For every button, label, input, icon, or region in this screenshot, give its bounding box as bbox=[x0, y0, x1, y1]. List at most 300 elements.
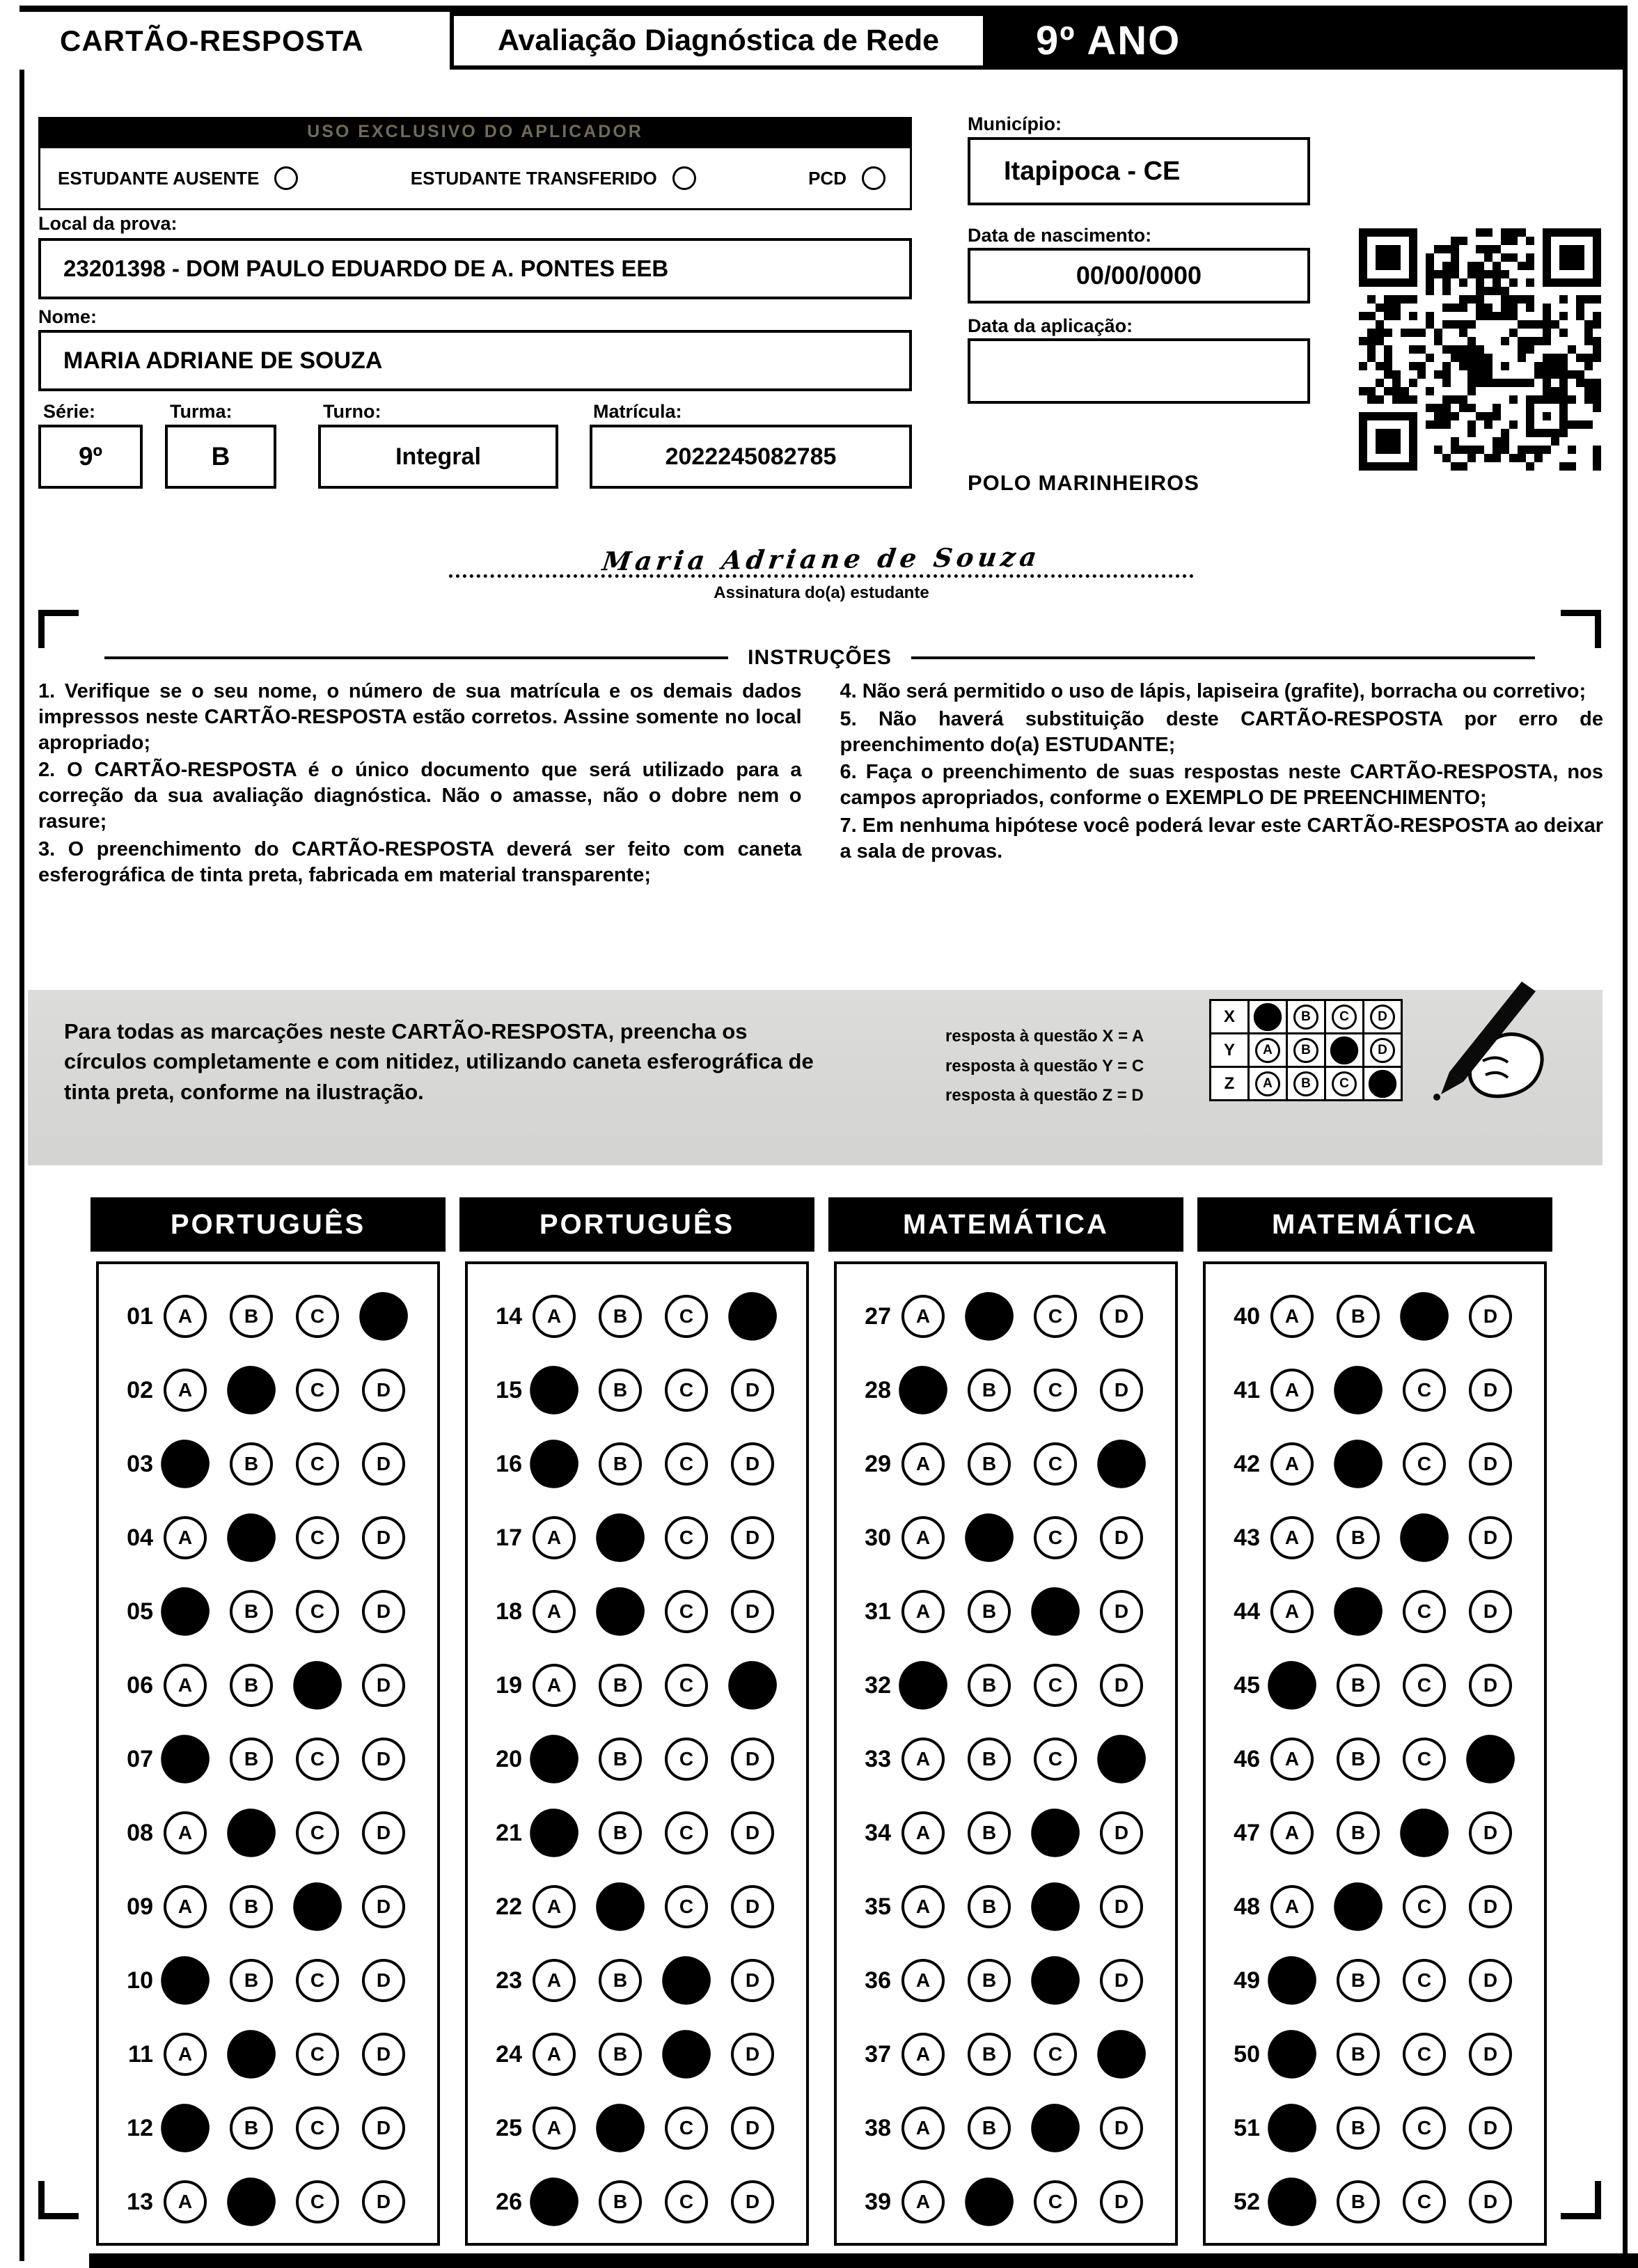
answer-bubble-42-d[interactable]: D bbox=[1469, 1442, 1512, 1486]
question-row-28 bbox=[837, 1353, 1175, 1427]
question-number: 32 bbox=[865, 1671, 891, 1699]
answer-bubble-46-c[interactable]: C bbox=[1403, 1738, 1446, 1781]
question-number: 52 bbox=[1234, 2188, 1260, 2215]
answer-bubble-36-c-filled[interactable] bbox=[1028, 1953, 1082, 2008]
example-bubble-x-a-filled bbox=[1254, 1002, 1282, 1030]
answer-bubble-27-c[interactable]: C bbox=[1034, 1295, 1077, 1338]
municipio-box bbox=[968, 137, 1310, 205]
nome-label: Nome: bbox=[38, 306, 97, 327]
answer-bubble-10-c[interactable]: C bbox=[296, 1959, 339, 2002]
answer-bubble-24-d[interactable]: D bbox=[731, 2033, 774, 2076]
answer-bubble-17-d[interactable]: D bbox=[731, 1516, 774, 1559]
answer-bubble-16-a-filled[interactable] bbox=[527, 1437, 581, 1491]
answer-bubble-03-a-filled[interactable] bbox=[158, 1437, 212, 1491]
answer-bubble-38-c-filled[interactable] bbox=[1028, 2101, 1082, 2155]
answer-bubble-12-d[interactable]: D bbox=[362, 2106, 405, 2150]
answer-bubble-26-b[interactable]: B bbox=[599, 2180, 642, 2223]
question-number: 14 bbox=[496, 1302, 522, 1330]
transferido-bubble[interactable] bbox=[672, 166, 696, 190]
answer-bubble-18-c[interactable]: C bbox=[665, 1590, 708, 1633]
answer-bubble-06-c-filled[interactable] bbox=[290, 1658, 345, 1712]
answer-bubble-44-b-filled[interactable] bbox=[1331, 1584, 1385, 1639]
answer-bubble-48-a[interactable]: A bbox=[1270, 1885, 1314, 1928]
local-prova-value: 23201398 - DOM PAULO EDUARDO DE A. PONTES EEB bbox=[63, 255, 669, 281]
answer-bubble-22-d[interactable]: D bbox=[731, 1885, 774, 1928]
answer-bubble-34-c-filled[interactable] bbox=[1028, 1806, 1082, 1860]
question-number: 39 bbox=[865, 2188, 891, 2215]
answer-bubble-05-d[interactable]: D bbox=[362, 1590, 405, 1633]
answer-bubble-21-c[interactable]: C bbox=[665, 1811, 708, 1854]
answer-bubble-38-b[interactable]: B bbox=[968, 2106, 1011, 2150]
example-cell bbox=[1286, 999, 1326, 1034]
question-row-12 bbox=[99, 2091, 437, 2165]
answer-bubble-28-c[interactable]: C bbox=[1034, 1369, 1077, 1412]
answer-bubble-25-a[interactable]: A bbox=[533, 2106, 576, 2150]
answer-bubble-42-b-filled[interactable] bbox=[1331, 1437, 1385, 1491]
answer-bubble-02-c[interactable]: C bbox=[296, 1369, 339, 1412]
answer-bubble-46-b[interactable]: B bbox=[1337, 1738, 1380, 1781]
answer-bubble-24-b[interactable]: B bbox=[599, 2033, 642, 2076]
answer-bubble-41-a[interactable]: A bbox=[1270, 1369, 1314, 1412]
answer-bubble-41-b-filled[interactable] bbox=[1331, 1363, 1385, 1417]
answer-bubble-19-c[interactable]: C bbox=[665, 1664, 708, 1707]
question-number: 42 bbox=[1234, 1450, 1260, 1477]
nascimento-box bbox=[968, 248, 1310, 304]
turma-label: Turma: bbox=[170, 401, 233, 422]
answer-bubble-09-c-filled[interactable] bbox=[290, 1880, 345, 1934]
answer-bubble-12-a-filled[interactable] bbox=[158, 2101, 212, 2155]
answer-bubble-46-d-filled[interactable] bbox=[1463, 1732, 1518, 1786]
question-number: 20 bbox=[496, 1745, 522, 1772]
answer-bubble-13-a[interactable]: A bbox=[164, 2180, 207, 2223]
answer-bubble-06-d[interactable]: D bbox=[362, 1664, 405, 1707]
answer-bubble-32-b[interactable]: B bbox=[968, 1664, 1011, 1707]
answer-bubble-40-c-filled[interactable] bbox=[1397, 1289, 1451, 1344]
answer-bubble-20-a-filled[interactable] bbox=[527, 1732, 581, 1786]
answer-bubble-06-a[interactable]: A bbox=[164, 1664, 207, 1707]
example-bubble-y-d: D bbox=[1370, 1038, 1395, 1063]
question-number: 47 bbox=[1234, 1819, 1260, 1846]
answer-bubble-01-b[interactable]: B bbox=[230, 1295, 273, 1338]
bubble-group bbox=[533, 1442, 774, 1486]
answer-bubble-29-a[interactable]: A bbox=[901, 1442, 945, 1486]
ausente-bubble[interactable] bbox=[274, 166, 298, 190]
answer-bubble-21-d[interactable]: D bbox=[731, 1811, 774, 1854]
bubble-group bbox=[164, 1885, 405, 1928]
answer-bubble-43-b[interactable]: B bbox=[1337, 1516, 1380, 1559]
answer-bubble-44-d[interactable]: D bbox=[1469, 1590, 1512, 1633]
answer-bubble-14-a[interactable]: A bbox=[533, 1295, 576, 1338]
answer-bubble-28-a-filled[interactable] bbox=[896, 1363, 950, 1417]
answer-bubble-02-a[interactable]: A bbox=[164, 1369, 207, 1412]
answer-bubble-51-d[interactable]: D bbox=[1469, 2106, 1512, 2150]
answer-bubble-52-d[interactable]: D bbox=[1469, 2180, 1512, 2223]
local-prova-label: Local da prova: bbox=[38, 213, 178, 234]
answer-bubble-32-a-filled[interactable] bbox=[896, 1658, 950, 1712]
turma-box bbox=[165, 425, 276, 489]
answer-bubble-45-b[interactable]: B bbox=[1337, 1664, 1380, 1707]
answer-bubble-25-c[interactable]: C bbox=[665, 2106, 708, 2150]
question-row-17 bbox=[468, 1501, 806, 1575]
answer-bubble-37-c[interactable]: C bbox=[1034, 2033, 1077, 2076]
signature-line[interactable] bbox=[449, 535, 1194, 578]
answer-bubble-30-c[interactable]: C bbox=[1034, 1516, 1077, 1559]
answer-bubble-52-c[interactable]: C bbox=[1403, 2180, 1446, 2223]
answer-bubble-23-d[interactable]: D bbox=[731, 1959, 774, 2002]
question-number: 12 bbox=[127, 2114, 153, 2141]
answer-bubble-06-b[interactable]: B bbox=[230, 1664, 273, 1707]
answer-bubble-05-c[interactable]: C bbox=[296, 1590, 339, 1633]
answer-bubble-16-b[interactable]: B bbox=[599, 1442, 642, 1486]
bubble-group bbox=[1270, 1369, 1512, 1412]
answer-column-2 bbox=[459, 1197, 814, 2246]
nome-box bbox=[38, 330, 912, 391]
nome-value: MARIA ADRIANE DE SOUZA bbox=[63, 347, 383, 374]
answer-bubble-10-a-filled[interactable] bbox=[158, 1953, 212, 2008]
answer-bubble-04-d[interactable]: D bbox=[362, 1516, 405, 1559]
answer-bubble-19-b[interactable]: B bbox=[599, 1664, 642, 1707]
answer-bubble-41-d[interactable]: D bbox=[1469, 1369, 1512, 1412]
answer-bubble-44-c[interactable]: C bbox=[1403, 1590, 1446, 1633]
example-cell bbox=[1324, 999, 1364, 1034]
fill-example-grid bbox=[1211, 1001, 1403, 1101]
question-number: 49 bbox=[1234, 1967, 1260, 1994]
answer-bubble-29-d-filled[interactable] bbox=[1094, 1437, 1149, 1491]
answer-bubble-35-d[interactable]: D bbox=[1100, 1885, 1143, 1928]
answer-bubble-28-d[interactable]: D bbox=[1100, 1369, 1143, 1412]
bubble-group bbox=[901, 1516, 1143, 1559]
answer-bubble-33-a[interactable]: A bbox=[901, 1738, 945, 1781]
answer-bubble-50-a-filled[interactable] bbox=[1265, 2027, 1319, 2081]
question-number: 34 bbox=[865, 1819, 891, 1846]
aplicacao-box[interactable] bbox=[968, 338, 1310, 404]
answer-bubble-05-a-filled[interactable] bbox=[158, 1584, 212, 1639]
answer-bubble-04-b-filled[interactable] bbox=[224, 1511, 278, 1565]
question-row-29 bbox=[837, 1427, 1175, 1501]
answer-bubble-13-c[interactable]: C bbox=[296, 2180, 339, 2223]
answer-bubble-27-b-filled[interactable] bbox=[962, 1289, 1016, 1344]
answer-bubble-21-b[interactable]: B bbox=[599, 1811, 642, 1854]
answer-bubble-35-a[interactable]: A bbox=[901, 1885, 945, 1928]
serie-value: 9º bbox=[78, 442, 103, 471]
answer-bubble-34-b[interactable]: B bbox=[968, 1811, 1011, 1854]
answer-bubble-48-c[interactable]: C bbox=[1403, 1885, 1446, 1928]
answer-bubble-07-d[interactable]: D bbox=[362, 1738, 405, 1781]
answer-bubble-25-b-filled[interactable] bbox=[593, 2101, 647, 2155]
answer-bubble-29-c[interactable]: C bbox=[1034, 1442, 1077, 1486]
answer-bubble-18-a[interactable]: A bbox=[533, 1590, 576, 1633]
answer-bubble-38-a[interactable]: A bbox=[901, 2106, 945, 2150]
answer-bubble-32-d[interactable]: D bbox=[1100, 1664, 1143, 1707]
bubble-group bbox=[164, 1738, 405, 1781]
answer-bubble-47-b[interactable]: B bbox=[1337, 1811, 1380, 1854]
answer-bubble-10-b[interactable]: B bbox=[230, 1959, 273, 2002]
answer-bubble-16-c[interactable]: C bbox=[665, 1442, 708, 1486]
question-number: 27 bbox=[865, 1302, 891, 1330]
matricula-box bbox=[590, 425, 912, 489]
registration-mark-bottom-right bbox=[1561, 2181, 1601, 2219]
answer-bubble-26-d[interactable]: D bbox=[731, 2180, 774, 2223]
answer-bubble-37-b[interactable]: B bbox=[968, 2033, 1011, 2076]
answer-bubble-33-c[interactable]: C bbox=[1034, 1738, 1077, 1781]
answer-bubble-11-d[interactable]: D bbox=[362, 2033, 405, 2076]
answer-bubble-21-a-filled[interactable] bbox=[527, 1806, 581, 1860]
answer-bubble-45-c[interactable]: C bbox=[1403, 1664, 1446, 1707]
answer-bubble-15-b[interactable]: B bbox=[599, 1369, 642, 1412]
answer-bubble-33-b[interactable]: B bbox=[968, 1738, 1011, 1781]
question-row-37 bbox=[837, 2017, 1175, 2091]
answer-bubble-10-d[interactable]: D bbox=[362, 1959, 405, 2002]
example-cell bbox=[1247, 1032, 1288, 1068]
answer-bubble-50-b[interactable]: B bbox=[1337, 2033, 1380, 2076]
answer-bubble-51-c[interactable]: C bbox=[1403, 2106, 1446, 2150]
signature-handwriting: Maria Adriane de Souza bbox=[600, 541, 1043, 577]
answer-bubble-43-a[interactable]: A bbox=[1270, 1516, 1314, 1559]
answer-bubble-07-b[interactable]: B bbox=[230, 1738, 273, 1781]
answer-bubble-37-d-filled[interactable] bbox=[1094, 2027, 1149, 2081]
qr-code bbox=[1359, 228, 1601, 471]
pcd-bubble[interactable] bbox=[862, 166, 885, 190]
answer-bubble-42-c[interactable]: C bbox=[1403, 1442, 1446, 1486]
answer-bubble-45-a-filled[interactable] bbox=[1265, 1658, 1319, 1712]
answer-bubble-27-a[interactable]: A bbox=[901, 1295, 945, 1338]
answer-bubble-41-c[interactable]: C bbox=[1403, 1369, 1446, 1412]
question-number: 51 bbox=[1234, 2114, 1260, 2141]
answer-bubble-35-c-filled[interactable] bbox=[1028, 1880, 1082, 1934]
example-cell bbox=[1324, 1032, 1364, 1068]
question-number: 02 bbox=[127, 1376, 153, 1403]
answer-bubble-46-a[interactable]: A bbox=[1270, 1738, 1314, 1781]
answer-bubble-01-a[interactable]: A bbox=[164, 1295, 207, 1338]
fill-example-box bbox=[28, 990, 1602, 1165]
answer-bubble-20-d[interactable]: D bbox=[731, 1738, 774, 1781]
answer-bubble-11-a[interactable]: A bbox=[164, 2033, 207, 2076]
answer-bubble-39-a[interactable]: A bbox=[901, 2180, 945, 2223]
answer-bubble-11-b-filled[interactable] bbox=[224, 2027, 278, 2081]
question-number: 16 bbox=[496, 1450, 522, 1477]
answer-bubble-36-d[interactable]: D bbox=[1100, 1959, 1143, 2002]
answer-bubble-37-a[interactable]: A bbox=[901, 2033, 945, 2076]
answer-bubble-26-a-filled[interactable] bbox=[527, 2175, 581, 2229]
answer-bubble-07-c[interactable]: C bbox=[296, 1738, 339, 1781]
answer-bubble-24-c-filled[interactable] bbox=[659, 2027, 714, 2081]
answer-bubble-50-c[interactable]: C bbox=[1403, 2033, 1446, 2076]
answer-bubble-04-c[interactable]: C bbox=[296, 1516, 339, 1559]
signature-area[interactable] bbox=[449, 535, 1194, 603]
answer-bubble-31-a[interactable]: A bbox=[901, 1590, 945, 1633]
answer-bubble-17-b-filled[interactable] bbox=[593, 1511, 647, 1565]
bubble-group bbox=[901, 2033, 1143, 2076]
answer-bubble-15-c[interactable]: C bbox=[665, 1369, 708, 1412]
answer-bubble-19-d-filled[interactable] bbox=[725, 1658, 780, 1712]
answer-bubble-04-a[interactable]: A bbox=[164, 1516, 207, 1559]
answer-bubble-17-c[interactable]: C bbox=[665, 1516, 708, 1559]
bubble-group bbox=[164, 1664, 405, 1707]
municipio-label: Município: bbox=[968, 113, 1062, 134]
answer-bubble-27-d[interactable]: D bbox=[1100, 1295, 1143, 1338]
answer-bubble-30-a[interactable]: A bbox=[901, 1516, 945, 1559]
answer-bubble-20-c[interactable]: C bbox=[665, 1738, 708, 1781]
answer-bubble-08-c[interactable]: C bbox=[296, 1811, 339, 1854]
answer-bubble-08-a[interactable]: A bbox=[164, 1811, 207, 1854]
bubble-group bbox=[1270, 2106, 1512, 2150]
answer-bubble-40-a[interactable]: A bbox=[1270, 1295, 1314, 1338]
answer-bubble-26-c[interactable]: C bbox=[665, 2180, 708, 2223]
answer-bubble-22-a[interactable]: A bbox=[533, 1885, 576, 1928]
answer-bubble-52-b[interactable]: B bbox=[1337, 2180, 1380, 2223]
answer-bubble-34-d[interactable]: D bbox=[1100, 1811, 1143, 1854]
answer-bubble-39-b-filled[interactable] bbox=[962, 2175, 1016, 2229]
answer-bubble-42-a[interactable]: A bbox=[1270, 1442, 1314, 1486]
answer-bubble-01-c[interactable]: C bbox=[296, 1295, 339, 1338]
aplicador-only-bar: USO EXCLUSIVO DO APLICADOR bbox=[38, 117, 912, 146]
bubble-group bbox=[533, 1590, 774, 1633]
answer-bubble-43-d[interactable]: D bbox=[1469, 1516, 1512, 1559]
answer-bubble-35-b[interactable]: B bbox=[968, 1885, 1011, 1928]
answer-bubble-43-c-filled[interactable] bbox=[1397, 1511, 1451, 1565]
answer-bubble-31-c-filled[interactable] bbox=[1028, 1584, 1082, 1639]
answer-bubble-28-b[interactable]: B bbox=[968, 1369, 1011, 1412]
answer-bubble-07-a-filled[interactable] bbox=[158, 1732, 212, 1786]
answer-bubble-39-c[interactable]: C bbox=[1034, 2180, 1077, 2223]
bubble-group bbox=[533, 2106, 774, 2150]
answer-bubble-49-d[interactable]: D bbox=[1469, 1959, 1512, 2002]
question-number: 04 bbox=[127, 1524, 153, 1551]
answer-bubble-08-b-filled[interactable] bbox=[224, 1806, 278, 1860]
answer-bubble-22-b-filled[interactable] bbox=[593, 1880, 647, 1934]
answer-bubble-49-a-filled[interactable] bbox=[1265, 1953, 1319, 2008]
answer-bubble-13-b-filled[interactable] bbox=[224, 2175, 278, 2229]
answer-bubble-30-d[interactable]: D bbox=[1100, 1516, 1143, 1559]
answer-bubble-47-d[interactable]: D bbox=[1469, 1811, 1512, 1854]
answer-bubble-33-d-filled[interactable] bbox=[1094, 1732, 1149, 1786]
answer-bubble-09-d[interactable]: D bbox=[362, 1885, 405, 1928]
question-row-32 bbox=[837, 1648, 1175, 1722]
answer-bubble-03-b[interactable]: B bbox=[230, 1442, 273, 1486]
bubble-group bbox=[1270, 1959, 1512, 2002]
serie-box bbox=[38, 425, 143, 489]
answer-bubble-49-b[interactable]: B bbox=[1337, 1959, 1380, 2002]
answer-bubble-18-b-filled[interactable] bbox=[593, 1584, 647, 1639]
answer-bubble-03-c[interactable]: C bbox=[296, 1442, 339, 1486]
answer-bubble-12-b[interactable]: B bbox=[230, 2106, 273, 2150]
answer-bubble-36-b[interactable]: B bbox=[968, 1959, 1011, 2002]
answer-bubble-48-d[interactable]: D bbox=[1469, 1885, 1512, 1928]
example-row-z bbox=[1211, 1068, 1403, 1101]
answer-bubble-38-d[interactable]: D bbox=[1100, 2106, 1143, 2150]
turma-value: B bbox=[211, 442, 230, 471]
answer-bubble-34-a[interactable]: A bbox=[901, 1811, 945, 1854]
answer-bubble-31-d[interactable]: D bbox=[1100, 1590, 1143, 1633]
example-cell bbox=[1324, 1066, 1364, 1101]
bubble-group bbox=[901, 1295, 1143, 1338]
answer-bubble-40-b[interactable]: B bbox=[1337, 1295, 1380, 1338]
answer-bubble-15-d[interactable]: D bbox=[731, 1369, 774, 1412]
question-number: 40 bbox=[1234, 1302, 1260, 1330]
question-row-11 bbox=[99, 2017, 437, 2091]
answer-bubble-29-b[interactable]: B bbox=[968, 1442, 1011, 1486]
answer-bubble-47-c-filled[interactable] bbox=[1397, 1806, 1451, 1860]
answer-bubble-03-d[interactable]: D bbox=[362, 1442, 405, 1486]
answer-bubble-08-d[interactable]: D bbox=[362, 1811, 405, 1854]
answer-bubble-09-b[interactable]: B bbox=[230, 1885, 273, 1928]
answer-bubble-23-c-filled[interactable] bbox=[659, 1953, 714, 2008]
answer-bubble-30-b-filled[interactable] bbox=[962, 1511, 1016, 1565]
answer-bubble-15-a-filled[interactable] bbox=[527, 1363, 581, 1417]
question-row-09 bbox=[99, 1870, 437, 1944]
bubble-group bbox=[164, 1369, 405, 1412]
example-cell bbox=[1362, 1032, 1403, 1068]
answer-bubble-47-a[interactable]: A bbox=[1270, 1811, 1314, 1854]
checkbox-label: ESTUDANTE TRANSFERIDO bbox=[410, 167, 657, 189]
answer-bubble-22-c[interactable]: C bbox=[665, 1885, 708, 1928]
answer-bubble-23-b[interactable]: B bbox=[599, 1959, 642, 2002]
answer-bubble-14-c[interactable]: C bbox=[665, 1295, 708, 1338]
question-number: 50 bbox=[1234, 2040, 1260, 2068]
question-row-38 bbox=[837, 2091, 1175, 2165]
answer-bubble-23-a[interactable]: A bbox=[533, 1959, 576, 2002]
question-number: 19 bbox=[496, 1671, 522, 1699]
answer-bubble-52-a-filled[interactable] bbox=[1265, 2175, 1319, 2229]
answer-bubble-11-c[interactable]: C bbox=[296, 2033, 339, 2076]
bubble-group bbox=[1270, 2180, 1512, 2223]
answer-bubble-40-d[interactable]: D bbox=[1469, 1295, 1512, 1338]
answer-grid bbox=[1203, 1261, 1547, 2246]
answer-bubble-36-a[interactable]: A bbox=[901, 1959, 945, 2002]
answer-bubble-25-d[interactable]: D bbox=[731, 2106, 774, 2150]
answer-bubble-24-a[interactable]: A bbox=[533, 2033, 576, 2076]
instructions-left-column bbox=[38, 679, 802, 890]
example-bubble-y-b: B bbox=[1293, 1038, 1318, 1063]
bubble-group bbox=[1270, 1811, 1512, 1854]
answer-bubble-51-a-filled[interactable] bbox=[1265, 2101, 1319, 2155]
bubble-group bbox=[533, 1811, 774, 1854]
answer-bubble-14-b[interactable]: B bbox=[599, 1295, 642, 1338]
instructions-body bbox=[38, 679, 1603, 890]
answer-bubble-18-d[interactable]: D bbox=[731, 1590, 774, 1633]
question-row-52 bbox=[1206, 2165, 1544, 2239]
bubble-group bbox=[1270, 1885, 1512, 1928]
answer-bubble-51-b[interactable]: B bbox=[1337, 2106, 1380, 2150]
answer-bubble-02-b-filled[interactable] bbox=[224, 1363, 278, 1417]
polo-label: POLO MARINHEIROS bbox=[968, 471, 1199, 495]
bubble-group bbox=[901, 2180, 1143, 2223]
subject-header: PORTUGUÊS bbox=[459, 1197, 814, 1252]
answer-bubble-16-d[interactable]: D bbox=[731, 1442, 774, 1486]
answer-bubble-19-a[interactable]: A bbox=[533, 1664, 576, 1707]
answer-bubble-39-d[interactable]: D bbox=[1100, 2180, 1143, 2223]
checkbox-label: ESTUDANTE AUSENTE bbox=[58, 167, 260, 189]
answer-bubble-17-a[interactable]: A bbox=[533, 1516, 576, 1559]
answer-bubble-05-b[interactable]: B bbox=[230, 1590, 273, 1633]
answer-bubble-01-d-filled[interactable] bbox=[356, 1289, 411, 1344]
municipio-value: Itapipoca - CE bbox=[1004, 156, 1181, 186]
answer-bubble-20-b[interactable]: B bbox=[599, 1738, 642, 1781]
question-number: 23 bbox=[496, 1967, 522, 1994]
answer-bubble-31-b[interactable]: B bbox=[968, 1590, 1011, 1633]
answer-bubble-13-d[interactable]: D bbox=[362, 2180, 405, 2223]
answer-bubble-44-a[interactable]: A bbox=[1270, 1590, 1314, 1633]
answer-bubble-09-a[interactable]: A bbox=[164, 1885, 207, 1928]
answer-bubble-12-c[interactable]: C bbox=[296, 2106, 339, 2150]
answer-bubble-50-d[interactable]: D bbox=[1469, 2033, 1512, 2076]
answer-bubble-02-d[interactable]: D bbox=[362, 1369, 405, 1412]
answer-bubble-45-d[interactable]: D bbox=[1469, 1664, 1512, 1707]
answer-bubble-49-c[interactable]: C bbox=[1403, 1959, 1446, 2002]
answer-bubble-32-c[interactable]: C bbox=[1034, 1664, 1077, 1707]
answer-bubble-14-d-filled[interactable] bbox=[725, 1289, 780, 1344]
answer-bubble-48-b-filled[interactable] bbox=[1331, 1880, 1385, 1934]
